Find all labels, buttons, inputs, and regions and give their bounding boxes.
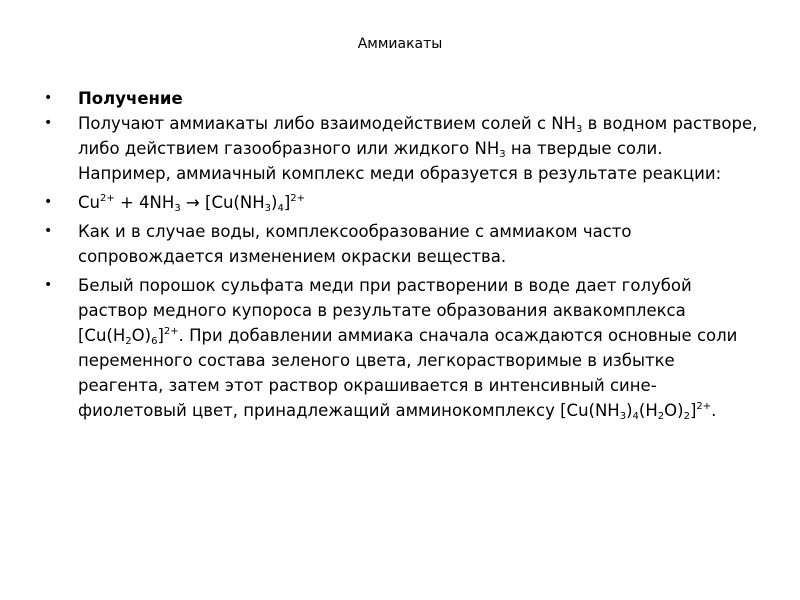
section-heading: Получение — [78, 89, 183, 108]
slide-title: Аммиакаты — [357, 36, 443, 52]
paragraph-text: Белый порошок сульфата меди при растворении в воде дает голубой раствор медного купороса в результате образования аквакомплекса $[Cu(H_2O)_6]^{2+}$. При добавлении аммиака сначала осаждаются основные соли переменного состава зеленого цвета, легкорастворимые в избытке реагента, затем этот раствор окрашивается в интенсивный сине-фиолетовый цвет, принадлежащий амминокомплексу $[Cu(NH_3)_4(H_2O)_2]^{2+}$. — [78, 276, 738, 422]
bullet-icon: • — [44, 277, 53, 293]
list-item-heading — [40, 86, 760, 111]
arrow-icon: → — [180, 193, 206, 212]
bullet-icon: • — [44, 115, 53, 131]
list-item-equation — [40, 190, 760, 215]
bullet-list — [40, 86, 760, 423]
bullet-icon: • — [44, 223, 53, 239]
list-item-color-change — [40, 219, 760, 269]
reaction-equation: $Cu^{2+} + 4NH_3 \to [Cu(NH_3)_4]^{2+}$ — [78, 193, 305, 214]
paragraph-text: Получают аммиакаты либо взаимодействием солей с $NH_3$ в водном растворе, либо действием газообразного или жидкого $NH_3$ на твердые соли. Например, аммиачный комплекс меди образуется в результате реакции: — [78, 114, 758, 183]
list-item-description — [40, 111, 760, 186]
paragraph-text: Как и в случае воды, комплексообразование с аммиаком часто сопровождается изменением окраски вещества. — [78, 222, 632, 266]
list-item-copper-sulfate — [40, 273, 760, 423]
bullet-icon: • — [44, 194, 53, 210]
bullet-icon: • — [44, 90, 53, 106]
